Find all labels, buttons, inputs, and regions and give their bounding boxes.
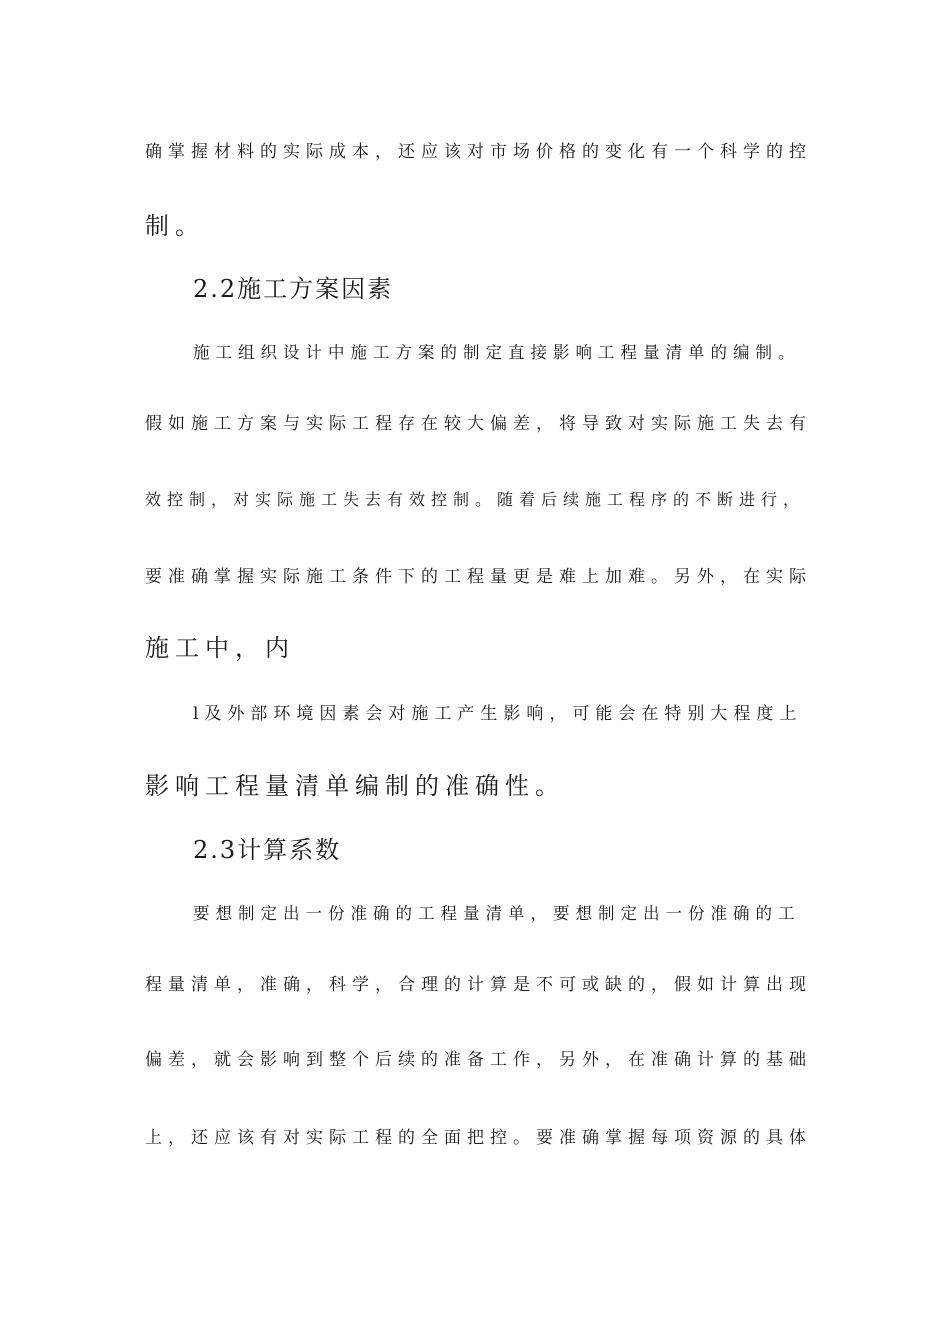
section-heading: 2.3计算系数 (193, 836, 342, 864)
paragraph-line: l及外部环境因素会对施工产生影响，可能会在特别大程度上 (193, 704, 803, 724)
paragraph-line: 制。 (145, 212, 205, 240)
paragraph-line: 施工组织设计中施工方案的制定直接影响工程量清单的编制。 (193, 343, 801, 362)
paragraph-line: 施工中，内 (145, 634, 295, 662)
paragraph-line: 上，还应该有对实际工程的全面把控。要准确掌握每项资源的具体 (145, 1128, 812, 1148)
paragraph-line: 程量清单，准确，科学，合理的计算是不可或缺的，假如计算出现 (145, 975, 812, 995)
paragraph-line: 要准确掌握实际施工条件下的工程量更是难上加难。另外，在实际 (145, 567, 812, 587)
paragraph-line: 确掌握材料的实际成本，还应该对市场价格的变化有一个科学的控 (145, 142, 812, 162)
paragraph-line: 效控制，对实际施工失去有效控制。随着后续施工程序的不断进行， (145, 490, 806, 509)
section-heading: 2.2施工方案因素 (193, 275, 394, 303)
paragraph-line: 假如施工方案与实际工程存在较大偏差，将导致对实际施工失去有 (145, 414, 812, 434)
paragraph-line: 偏差，就会影响到整个后续的准备工作，另外，在准确计算的基础 (145, 1050, 812, 1070)
paragraph-line: 要想制定出一份准确的工程量清单，要想制定出一份准确的工 (193, 904, 801, 923)
paragraph-line: 影响工程量清单编制的准确性。 (145, 772, 565, 800)
